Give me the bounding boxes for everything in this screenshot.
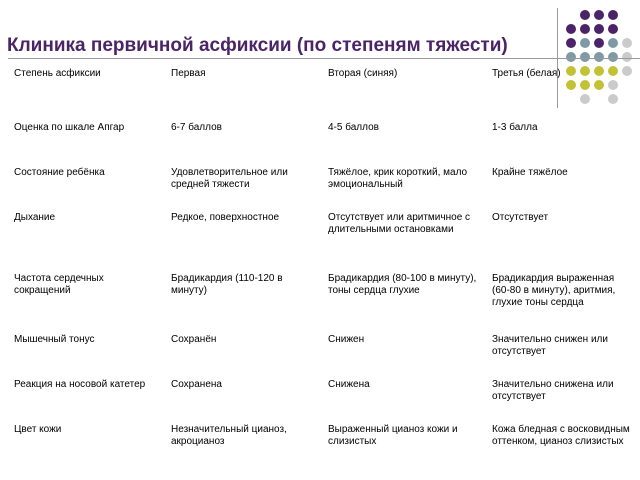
decorative-dot	[608, 24, 618, 34]
title-divider-line	[8, 58, 640, 59]
decorative-dot	[594, 24, 604, 34]
table-header-row	[8, 62, 636, 116]
decorative-dot	[566, 38, 576, 48]
table-row	[8, 328, 636, 373]
table-cell: Выраженный цианоз кожи и слизистых	[328, 424, 458, 447]
table-cell: Значительно снижен или отсутствует	[492, 334, 608, 357]
header-cell-third: Третья (белая)	[492, 68, 561, 79]
decorative-dot	[580, 52, 590, 62]
table-cell: Снижен	[328, 334, 365, 345]
table-row	[8, 161, 636, 206]
table-cell: Брадикардия выраженная (60-80 в минуту), аритмия, глухие тоны сердца	[492, 273, 616, 308]
row-label-cell: Реакция на носовой катетер	[14, 379, 146, 390]
table-cell: Значительно снижена или отсутствует	[492, 379, 614, 402]
table-cell: Сохранена	[171, 379, 222, 390]
table-row	[8, 267, 636, 328]
table-row	[8, 418, 636, 471]
row-label-cell: Дыхание	[14, 212, 56, 223]
table-cell: 1-3 балла	[492, 122, 538, 133]
decorative-dot	[580, 24, 590, 34]
decorative-dot	[580, 38, 590, 48]
header-cell-second: Вторая (синяя)	[328, 68, 398, 79]
table-row	[8, 206, 636, 267]
row-label-cell: Оценка по шкале Апгар	[14, 122, 125, 133]
table-row	[8, 373, 636, 418]
asphyxia-severity-table	[8, 62, 636, 471]
row-label-cell: Частота сердечных сокращений	[14, 273, 104, 296]
table-cell: Кожа бледная с восковидным оттенком, цианоз слизистых	[492, 424, 630, 447]
decorative-dot	[608, 38, 618, 48]
table-cell: Брадикардия (110-120 в минуту)	[171, 273, 283, 296]
decorative-dot	[608, 10, 618, 20]
table-cell: Редкое, поверхностное	[171, 212, 280, 223]
decorative-dot	[622, 52, 632, 62]
table-cell: Брадикардия (80-100 в минуту), тоны сердца глухие	[328, 273, 477, 296]
decorative-dot	[608, 52, 618, 62]
row-label-cell: Цвет кожи	[14, 424, 62, 435]
table-cell: 6-7 баллов	[171, 122, 222, 133]
table-cell: Отсутствует	[492, 212, 549, 223]
decorative-dot	[594, 52, 604, 62]
table-cell: 4-5 баллов	[328, 122, 379, 133]
decorative-dot	[622, 38, 632, 48]
table-cell: Тяжёлое, крик короткий, мало эмоциональный	[328, 167, 468, 190]
decorative-dot	[594, 10, 604, 20]
decorative-dot	[594, 38, 604, 48]
table-row	[8, 116, 636, 161]
table-cell: Отсутствует или аритмичное с длительными остановками	[328, 212, 471, 235]
table-cell: Удовлетворительное или средней тяжести	[171, 167, 288, 190]
row-label-cell: Состояние ребёнка	[14, 167, 105, 178]
table-cell: Снижена	[328, 379, 370, 390]
table-cell: Крайне тяжёлое	[492, 167, 568, 178]
table-cell: Незначительный цианоз, акроцианоз	[171, 424, 287, 447]
slide-title: Клиника первичной асфиксии (по степеням тяжести)	[7, 35, 508, 56]
decorative-dot	[566, 24, 576, 34]
table-cell: Сохранён	[171, 334, 217, 345]
decorative-dot	[566, 52, 576, 62]
header-cell-degree: Степень асфиксии	[14, 68, 101, 79]
row-label-cell: Мышечный тонус	[14, 334, 95, 345]
decorative-dot	[580, 10, 590, 20]
header-cell-first: Первая	[171, 68, 206, 79]
